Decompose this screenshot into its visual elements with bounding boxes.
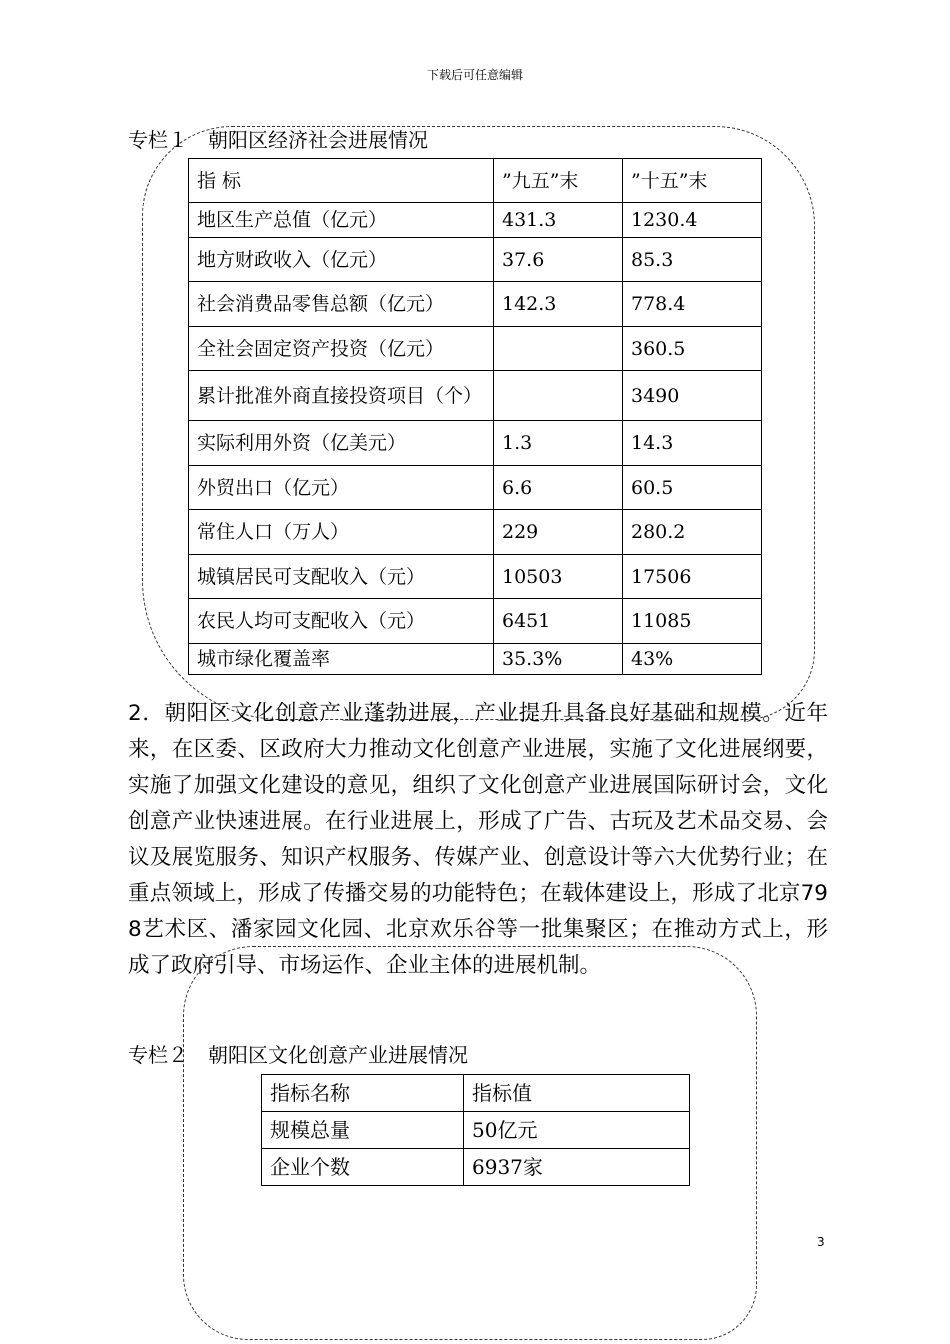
header-indicator: 指 标: [189, 159, 494, 203]
cell-10th: 60.5: [623, 466, 762, 510]
table-row: [189, 371, 762, 421]
header-9th-plan: ”九五”末: [494, 159, 623, 203]
cell-10th: 778.4: [623, 282, 762, 327]
cell-9th: 35.3%: [494, 644, 623, 675]
cell-indicator-name: 企业个数: [262, 1149, 464, 1186]
table-row: [189, 644, 762, 675]
table-row: [189, 466, 762, 510]
cell-10th: 3490: [623, 371, 762, 421]
cell-10th: 360.5: [623, 327, 762, 371]
cell-indicator: 累计批准外商直接投资项目（个）: [189, 371, 494, 421]
cell-10th: 17506: [623, 555, 762, 599]
header-indicator-name: 指标名称: [262, 1075, 464, 1112]
cell-indicator: 城市绿化覆盖率: [189, 644, 494, 675]
table-row: [189, 203, 762, 238]
page-number: 3: [817, 1235, 825, 1249]
header-indicator-value: 指标值: [464, 1075, 690, 1112]
cell-indicator: 地方财政收入（亿元）: [189, 238, 494, 282]
cell-9th: 1.3: [494, 421, 623, 466]
cell-indicator: 地区生产总值（亿元）: [189, 203, 494, 238]
creative-industry-table: [261, 1074, 690, 1186]
table-row: [189, 238, 762, 282]
cell-9th: [494, 371, 623, 421]
cell-10th: 85.3: [623, 238, 762, 282]
table-row: [189, 599, 762, 644]
cell-9th: 6451: [494, 599, 623, 644]
cell-9th: 10503: [494, 555, 623, 599]
cell-indicator: 农民人均可支配收入（元）: [189, 599, 494, 644]
cell-9th: 431.3: [494, 203, 623, 238]
cell-indicator: 外贸出口（亿元）: [189, 466, 494, 510]
cell-10th: 43%: [623, 644, 762, 675]
cell-indicator-value: 6937家: [464, 1149, 690, 1186]
cell-9th: 142.3: [494, 282, 623, 327]
table-row: [189, 421, 762, 466]
header-10th-plan: ”十五”末: [623, 159, 762, 203]
cell-indicator: 城镇居民可支配收入（元）: [189, 555, 494, 599]
table-row: [189, 282, 762, 327]
cell-9th: 229: [494, 510, 623, 555]
column1-title: 专栏１ 朝阳区经济社会进展情况: [128, 128, 428, 152]
table-row: [189, 510, 762, 555]
cell-indicator: 常住人口（万人）: [189, 510, 494, 555]
table-row: [262, 1149, 690, 1186]
header-note: 下载后可任意编辑: [426, 68, 523, 82]
cell-10th: 11085: [623, 599, 762, 644]
cell-indicator: 社会消费品零售总额（亿元）: [189, 282, 494, 327]
cell-9th: [494, 327, 623, 371]
table-header-row: [189, 159, 762, 203]
cell-indicator-name: 规模总量: [262, 1112, 464, 1149]
cell-indicator: 实际利用外资（亿美元）: [189, 421, 494, 466]
cell-indicator: 全社会固定资产投资（亿元）: [189, 327, 494, 371]
table-row: [189, 555, 762, 599]
cell-9th: 37.6: [494, 238, 623, 282]
cell-10th: 1230.4: [623, 203, 762, 238]
economy-table: [188, 158, 762, 675]
cell-indicator-value: 50亿元: [464, 1112, 690, 1149]
body-paragraph: 2．朝阳区文化创意产业蓬勃进展，产业提升具备良好基础和规模。近年来，在区委、区政府大力推动文化创意产业进展，实施了文化进展纲要，实施了加强文化建设的意见，组织了文化创意产业进展国际研讨会，文化创意产业快速进展。在行业进展上，形成了广告、古玩及艺术品交易、会议及展览服务、知识产权服务、传媒产业、创意设计等六大优势行业；在重点领域上，形成了传播交易的功能特色；在载体建设上，形成了北京798艺术区、潘家园文化园、北京欢乐谷等一批集聚区；在推动方式上，形成了政府引导、市场运作、企业主体的进展机制。: [128, 701, 828, 978]
cell-9th: 6.6: [494, 466, 623, 510]
table-row: [262, 1112, 690, 1149]
column2-title: 专栏２ 朝阳区文化创意产业进展情况: [128, 1043, 468, 1067]
cell-10th: 14.3: [623, 421, 762, 466]
table-header-row: [262, 1075, 690, 1112]
cell-10th: 280.2: [623, 510, 762, 555]
table-row: [189, 327, 762, 371]
